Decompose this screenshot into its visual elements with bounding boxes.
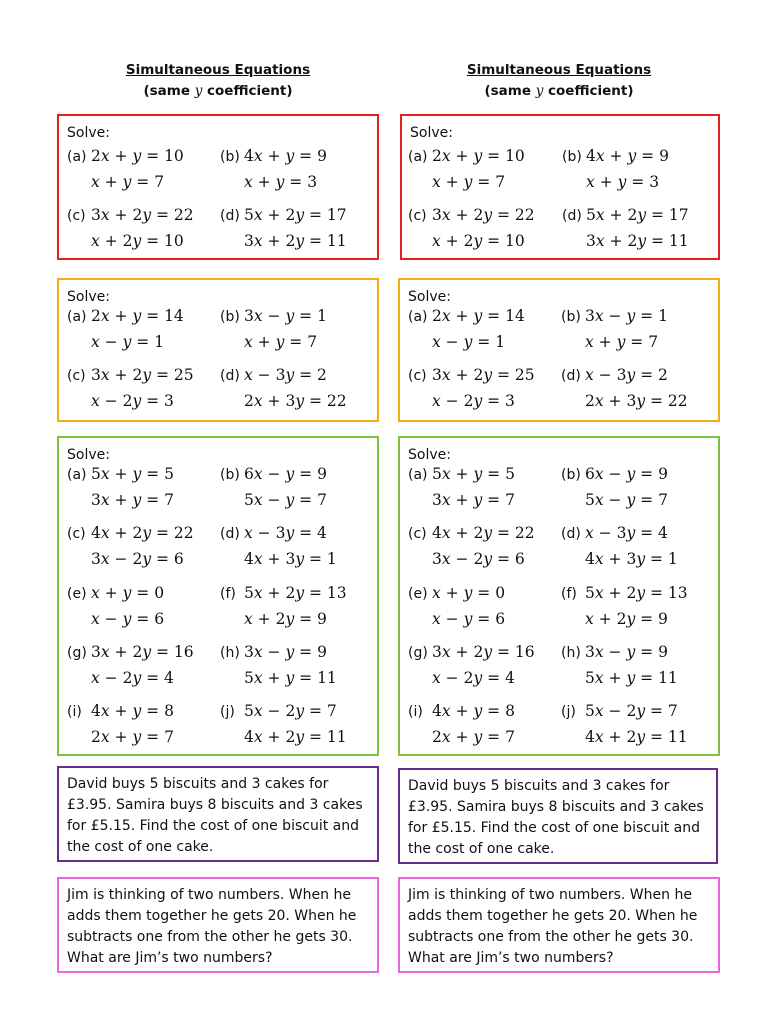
orange-exercise-box — [398, 278, 720, 422]
question: (c) 4x + 2y = 22 3x − 2y = 6 — [408, 524, 535, 568]
question: (b) 6x − y = 9 5x − y = 7 — [220, 465, 327, 509]
green-exercise-box — [398, 436, 720, 756]
question: (c) 4x + 2y = 22 3x − 2y = 6 — [67, 524, 194, 568]
solve-label: Solve: — [67, 125, 110, 141]
question: (f) 5x + 2y = 13 x + 2y = 9 — [561, 584, 688, 628]
word-problem-biscuits: David buys 5 biscuits and 3 cakes for £3.95. Samira buys 8 biscuits and 3 cakes for £5.15. Find the cost of one biscuit and the cost of one cake. — [67, 776, 363, 855]
solve-label: Solve: — [408, 289, 451, 305]
question: (d) 5x + 2y = 17 3x + 2y = 11 — [562, 206, 689, 250]
question: (c) 3x + 2y = 25 x − 2y = 3 — [67, 366, 194, 410]
question: (h) 3x − y = 9 5x + y = 11 — [220, 643, 337, 687]
question: (f) 5x + 2y = 13 x + 2y = 9 — [220, 584, 347, 628]
title-block — [398, 60, 720, 102]
question: (b) 3x − y = 1 x + y = 7 — [561, 307, 668, 351]
red-exercise-box — [400, 114, 720, 260]
worksheet-subtitle: (same y coefficient) — [484, 83, 634, 99]
question: (d) 5x + 2y = 17 3x + 2y = 11 — [220, 206, 347, 250]
question: (a) 2x + y = 14 x − y = 1 — [67, 307, 184, 351]
word-problem-biscuits: David buys 5 biscuits and 3 cakes for £3.95. Samira buys 8 biscuits and 3 cakes for £5.15. Find the cost of one biscuit and the cost of one cake. — [408, 778, 704, 857]
question: (c) 3x + 2y = 25 x − 2y = 3 — [408, 366, 535, 410]
question: (j) 5x − 2y = 7 4x + 2y = 11 — [561, 702, 688, 746]
question: (b) 4x + y = 9 x + y = 3 — [562, 147, 669, 191]
pink-word-problem-box — [57, 877, 379, 973]
question: (d) x − 3y = 4 4x + 3y = 1 — [220, 524, 337, 568]
title-block — [57, 60, 379, 102]
question: (a) 5x + y = 5 3x + y = 7 — [408, 465, 515, 509]
question: (d) x − 3y = 2 2x + 3y = 22 — [220, 366, 347, 410]
question: (j) 5x − 2y = 7 4x + 2y = 11 — [220, 702, 347, 746]
solve-label: Solve: — [410, 125, 453, 141]
worksheet-subtitle: (same y coefficient) — [143, 83, 293, 99]
question: (a) 5x + y = 5 3x + y = 7 — [67, 465, 174, 509]
question: (g) 3x + 2y = 16 x − 2y = 4 — [408, 643, 535, 687]
question: (b) 4x + y = 9 x + y = 3 — [220, 147, 327, 191]
question: (e) x + y = 0 x − y = 6 — [67, 584, 165, 628]
word-problem-numbers: Jim is thinking of two numbers. When he adds them together he gets 20. When he subtracts one from the other he gets 30. What are Jim’s two numbers? — [408, 887, 698, 966]
question: (c) 3x + 2y = 22 x + 2y = 10 — [408, 206, 535, 250]
question: (h) 3x − y = 9 5x + y = 11 — [561, 643, 678, 687]
solve-label: Solve: — [67, 289, 110, 305]
question: (d) x − 3y = 4 4x + 3y = 1 — [561, 524, 678, 568]
question: (g) 3x + 2y = 16 x − 2y = 4 — [67, 643, 194, 687]
pink-word-problem-box — [398, 877, 720, 973]
worksheet-title: Simultaneous Equations — [125, 62, 311, 78]
purple-word-problem-box — [57, 766, 379, 862]
question: (i) 4x + y = 8 2x + y = 7 — [408, 702, 515, 746]
purple-word-problem-box — [398, 768, 718, 864]
solve-label: Solve: — [408, 447, 451, 463]
question: (a) 2x + y = 10 x + y = 7 — [67, 147, 184, 191]
worksheet-title: Simultaneous Equations — [466, 62, 652, 78]
question: (e) x + y = 0 x − y = 6 — [408, 584, 506, 628]
question: (b) 6x − y = 9 5x − y = 7 — [561, 465, 668, 509]
word-problem-numbers: Jim is thinking of two numbers. When he adds them together he gets 20. When he subtracts one from the other he gets 30. What are Jim’s two numbers? — [67, 887, 357, 966]
question: (b) 3x − y = 1 x + y = 7 — [220, 307, 327, 351]
green-exercise-box — [57, 436, 379, 756]
red-exercise-box — [57, 114, 379, 260]
orange-exercise-box — [57, 278, 379, 422]
question: (a) 2x + y = 10 x + y = 7 — [408, 147, 525, 191]
question: (a) 2x + y = 14 x − y = 1 — [408, 307, 525, 351]
solve-label: Solve: — [67, 447, 110, 463]
question: (d) x − 3y = 2 2x + 3y = 22 — [561, 366, 688, 410]
question: (c) 3x + 2y = 22 x + 2y = 10 — [67, 206, 194, 250]
question: (i) 4x + y = 8 2x + y = 7 — [67, 702, 174, 746]
